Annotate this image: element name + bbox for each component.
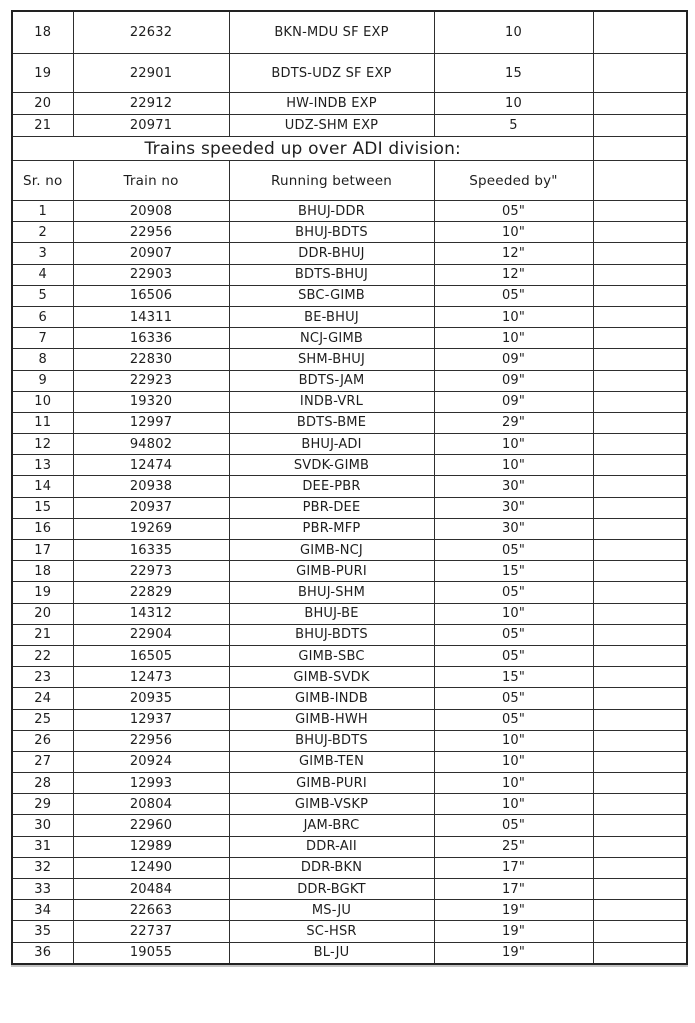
cell-sr-no: 3 (12, 243, 73, 264)
cell-running-between: HW-INDB EXP (229, 93, 434, 115)
cell-running-between: MS-JU (229, 900, 434, 921)
cell-train-no: 14311 (73, 306, 229, 327)
cell-empty (593, 518, 687, 539)
cell-train-no: 12993 (73, 773, 229, 794)
cell-train-no: 22904 (73, 624, 229, 645)
top-table-row (12, 11, 687, 54)
table-row (12, 751, 687, 772)
cell-speeded-by: 30" (434, 497, 593, 518)
cell-speeded-by: 10" (434, 751, 593, 772)
cell-train-no: 16335 (73, 540, 229, 561)
cell-running-between: BHUJ-SHM (229, 582, 434, 603)
column-header-speeded-by: Speeded by" (434, 161, 593, 201)
cell-running-between: GIMB-PURI (229, 773, 434, 794)
cell-sr-no: 6 (12, 306, 73, 327)
cell-train-no: 22663 (73, 900, 229, 921)
column-header-running-between: Running between (229, 161, 434, 201)
cell-running-between: BL-JU (229, 942, 434, 964)
cell-empty (593, 900, 687, 921)
cell-train-no: 22901 (73, 54, 229, 93)
cell-empty (593, 540, 687, 561)
cell-train-no: 22829 (73, 582, 229, 603)
cell-running-between: BHUJ-BDTS (229, 222, 434, 243)
cell-sr-no: 27 (12, 751, 73, 772)
cell-running-between: BHUJ-BE (229, 603, 434, 624)
cell-sr-no: 15 (12, 497, 73, 518)
cell-running-between: DDR-BHUJ (229, 243, 434, 264)
cell-running-between: SBC-GIMB (229, 285, 434, 306)
cell-empty (593, 603, 687, 624)
cell-empty (593, 349, 687, 370)
cell-train-no: 20924 (73, 751, 229, 772)
cell-sr-no: 26 (12, 730, 73, 751)
cell-train-no: 12474 (73, 455, 229, 476)
cell-empty (593, 836, 687, 857)
cell-running-between: DDR-BGKT (229, 879, 434, 900)
cell-sr-no: 21 (12, 624, 73, 645)
cell-empty (593, 285, 687, 306)
cell-sr-no: 18 (12, 561, 73, 582)
cell-speeded-by: 10" (434, 794, 593, 815)
cell-empty (593, 582, 687, 603)
cell-speeded-by: 05" (434, 540, 593, 561)
cell-sr-no: 4 (12, 264, 73, 285)
section-title: Trains speeded up over ADI division: (12, 137, 593, 161)
cell-train-no: 22830 (73, 349, 229, 370)
table-row (12, 434, 687, 455)
cell-sr-no: 28 (12, 773, 73, 794)
table-row (12, 201, 687, 222)
cell-sr-no: 9 (12, 370, 73, 391)
cell-running-between: BDTS-BME (229, 412, 434, 433)
table-row (12, 497, 687, 518)
cell-sr-no: 1 (12, 201, 73, 222)
table-row (12, 879, 687, 900)
cell-empty (593, 773, 687, 794)
top-table-row (12, 54, 687, 93)
cell-empty (593, 412, 687, 433)
cell-running-between: GIMB-INDB (229, 688, 434, 709)
cell-speeded-by: 05" (434, 645, 593, 666)
cell-speeded-by: 09" (434, 391, 593, 412)
cell-empty (593, 137, 687, 161)
table-row (12, 857, 687, 878)
cell-sr-no: 8 (12, 349, 73, 370)
cell-sr-no: 33 (12, 879, 73, 900)
cell-running-between: GIMB-TEN (229, 751, 434, 772)
cell-running-between: BHUJ-BDTS (229, 730, 434, 751)
cell-sr-no: 2 (12, 222, 73, 243)
table-row (12, 921, 687, 942)
cell-empty (593, 794, 687, 815)
table-row (12, 412, 687, 433)
cell-sr-no: 29 (12, 794, 73, 815)
cell-running-between: SC-HSR (229, 921, 434, 942)
cell-running-between: GIMB-PURI (229, 561, 434, 582)
cell-running-between: DDR-BKN (229, 857, 434, 878)
table-row (12, 455, 687, 476)
cell-speeded-by: 17" (434, 857, 593, 878)
cell-speeded-by: 10" (434, 773, 593, 794)
cell-train-no: 20937 (73, 497, 229, 518)
cell-running-between: BE-BHUJ (229, 306, 434, 327)
table-row (12, 773, 687, 794)
cell-empty (593, 561, 687, 582)
table-row (12, 794, 687, 815)
cell-empty (593, 815, 687, 836)
column-header-row (12, 161, 687, 201)
cell-speeded-by: 10" (434, 306, 593, 327)
cell-sr-no: 14 (12, 476, 73, 497)
cell-train-no: 12989 (73, 836, 229, 857)
cell-running-between: GIMB-VSKP (229, 794, 434, 815)
cell-running-between: DDR-AII (229, 836, 434, 857)
cell-train-no: 16505 (73, 645, 229, 666)
cell-speeded-by: 19" (434, 942, 593, 964)
cell-speeded-by: 30" (434, 476, 593, 497)
cell-running-between: BDTS-BHUJ (229, 264, 434, 285)
table-row (12, 306, 687, 327)
cell-train-no: 20938 (73, 476, 229, 497)
table-row (12, 942, 687, 964)
cell-sr-no: 16 (12, 518, 73, 539)
cell-sr-no: 19 (12, 54, 73, 93)
cell-sr-no: 17 (12, 540, 73, 561)
cell-running-between: NCJ-GIMB (229, 328, 434, 349)
cell-train-no: 94802 (73, 434, 229, 455)
cell-speeded-by: 5 (434, 115, 593, 137)
table-row (12, 709, 687, 730)
cell-empty (593, 497, 687, 518)
cell-running-between: PBR-DEE (229, 497, 434, 518)
cell-train-no: 16336 (73, 328, 229, 349)
cell-train-no: 22973 (73, 561, 229, 582)
cell-train-no: 20908 (73, 201, 229, 222)
cell-running-between: PBR-MFP (229, 518, 434, 539)
cell-sr-no: 13 (12, 455, 73, 476)
table-row (12, 645, 687, 666)
cell-empty (593, 54, 687, 93)
table-row (12, 836, 687, 857)
table-row (12, 540, 687, 561)
cell-speeded-by: 10" (434, 603, 593, 624)
cell-running-between: DEE-PBR (229, 476, 434, 497)
cell-speeded-by: 05" (434, 688, 593, 709)
cell-empty (593, 730, 687, 751)
cell-sr-no: 19 (12, 582, 73, 603)
cell-sr-no: 36 (12, 942, 73, 964)
cell-train-no: 12490 (73, 857, 229, 878)
cell-train-no: 20935 (73, 688, 229, 709)
cell-train-no: 22923 (73, 370, 229, 391)
cell-sr-no: 32 (12, 857, 73, 878)
cell-sr-no: 24 (12, 688, 73, 709)
cell-empty (593, 645, 687, 666)
cell-empty (593, 93, 687, 115)
section-title-row (12, 137, 687, 161)
cell-train-no: 22956 (73, 730, 229, 751)
cell-speeded-by: 10" (434, 222, 593, 243)
cell-train-no: 12937 (73, 709, 229, 730)
cell-running-between: GIMB-SVDK (229, 667, 434, 688)
cell-speeded-by: 15 (434, 54, 593, 93)
cell-running-between: GIMB-HWH (229, 709, 434, 730)
cell-speeded-by: 05" (434, 285, 593, 306)
cell-sr-no: 31 (12, 836, 73, 857)
cell-train-no: 22912 (73, 93, 229, 115)
cell-running-between: SVDK-GIMB (229, 455, 434, 476)
cell-sr-no: 21 (12, 115, 73, 137)
cell-sr-no: 22 (12, 645, 73, 666)
cell-empty (593, 264, 687, 285)
cell-train-no: 22737 (73, 921, 229, 942)
cell-running-between: BHUJ-BDTS (229, 624, 434, 645)
cell-speeded-by: 12" (434, 243, 593, 264)
cell-speeded-by: 17" (434, 879, 593, 900)
table-row (12, 476, 687, 497)
cell-sr-no: 11 (12, 412, 73, 433)
trains-speeded-table (11, 10, 688, 965)
cell-train-no: 22960 (73, 815, 229, 836)
cell-speeded-by: 19" (434, 921, 593, 942)
table-row (12, 561, 687, 582)
cell-sr-no: 20 (12, 93, 73, 115)
table-row (12, 349, 687, 370)
cell-running-between: UDZ-SHM EXP (229, 115, 434, 137)
table-row (12, 518, 687, 539)
cell-empty (593, 857, 687, 878)
cell-sr-no: 30 (12, 815, 73, 836)
cell-running-between: BHUJ-DDR (229, 201, 434, 222)
cell-sr-no: 12 (12, 434, 73, 455)
cell-empty (593, 370, 687, 391)
table-row (12, 582, 687, 603)
table-row (12, 285, 687, 306)
cell-empty (593, 161, 687, 201)
cell-sr-no: 25 (12, 709, 73, 730)
cell-speeded-by: 10 (434, 93, 593, 115)
cell-empty (593, 11, 687, 54)
cell-train-no: 22632 (73, 11, 229, 54)
cell-speeded-by: 09" (434, 349, 593, 370)
cell-train-no: 20484 (73, 879, 229, 900)
cell-empty (593, 667, 687, 688)
table-row (12, 900, 687, 921)
cell-running-between: JAM-BRC (229, 815, 434, 836)
cell-empty (593, 328, 687, 349)
cell-empty (593, 942, 687, 964)
cell-speeded-by: 05" (434, 815, 593, 836)
cell-speeded-by: 15" (434, 667, 593, 688)
cell-speeded-by: 10" (434, 328, 593, 349)
cell-speeded-by: 19" (434, 900, 593, 921)
cell-empty (593, 751, 687, 772)
cell-running-between: BHUJ-ADI (229, 434, 434, 455)
cell-train-no: 16506 (73, 285, 229, 306)
table-row (12, 667, 687, 688)
cell-empty (593, 434, 687, 455)
column-header-sr-no: Sr. no (12, 161, 73, 201)
cell-empty (593, 879, 687, 900)
cell-speeded-by: 25" (434, 836, 593, 857)
cell-sr-no: 18 (12, 11, 73, 54)
table-row (12, 815, 687, 836)
cell-speeded-by: 05" (434, 624, 593, 645)
cell-train-no: 19320 (73, 391, 229, 412)
cell-running-between: GIMB-SBC (229, 645, 434, 666)
cell-running-between: BDTS-JAM (229, 370, 434, 391)
cell-train-no: 22903 (73, 264, 229, 285)
cell-speeded-by: 15" (434, 561, 593, 582)
cell-speeded-by: 10" (434, 434, 593, 455)
cell-speeded-by: 29" (434, 412, 593, 433)
cell-sr-no: 10 (12, 391, 73, 412)
table-row (12, 370, 687, 391)
cell-empty (593, 222, 687, 243)
cell-train-no: 14312 (73, 603, 229, 624)
cell-running-between: INDB-VRL (229, 391, 434, 412)
column-header-train-no: Train no (73, 161, 229, 201)
cell-sr-no: 23 (12, 667, 73, 688)
cell-speeded-by: 10" (434, 730, 593, 751)
table-row (12, 688, 687, 709)
cell-speeded-by: 05" (434, 582, 593, 603)
cell-train-no: 12997 (73, 412, 229, 433)
cell-empty (593, 624, 687, 645)
cell-running-between: GIMB-NCJ (229, 540, 434, 561)
cell-speeded-by: 30" (434, 518, 593, 539)
cell-speeded-by: 05" (434, 201, 593, 222)
cell-empty (593, 476, 687, 497)
cell-running-between: SHM-BHUJ (229, 349, 434, 370)
cell-sr-no: 35 (12, 921, 73, 942)
cell-empty (593, 115, 687, 137)
cell-train-no: 19055 (73, 942, 229, 964)
table-row (12, 603, 687, 624)
cell-empty (593, 455, 687, 476)
cell-empty (593, 688, 687, 709)
cell-speeded-by: 12" (434, 264, 593, 285)
cell-sr-no: 34 (12, 900, 73, 921)
table-row (12, 222, 687, 243)
cell-train-no: 12473 (73, 667, 229, 688)
cell-empty (593, 306, 687, 327)
cell-train-no: 20804 (73, 794, 229, 815)
table-row (12, 264, 687, 285)
cell-sr-no: 7 (12, 328, 73, 349)
cell-running-between: BKN-MDU SF EXP (229, 11, 434, 54)
cell-sr-no: 20 (12, 603, 73, 624)
cell-running-between: BDTS-UDZ SF EXP (229, 54, 434, 93)
cell-speeded-by: 09" (434, 370, 593, 391)
cell-sr-no: 5 (12, 285, 73, 306)
top-table-row (12, 115, 687, 137)
table-row (12, 624, 687, 645)
top-table-row (12, 93, 687, 115)
cell-train-no: 20971 (73, 115, 229, 137)
cell-train-no: 20907 (73, 243, 229, 264)
table-row (12, 243, 687, 264)
cell-speeded-by: 10 (434, 11, 593, 54)
table-row (12, 328, 687, 349)
cell-empty (593, 201, 687, 222)
table-row (12, 391, 687, 412)
table-row (12, 730, 687, 751)
cell-train-no: 22956 (73, 222, 229, 243)
cell-empty (593, 243, 687, 264)
cell-speeded-by: 05" (434, 709, 593, 730)
cell-empty (593, 709, 687, 730)
cell-speeded-by: 10" (434, 455, 593, 476)
cell-train-no: 19269 (73, 518, 229, 539)
cell-empty (593, 921, 687, 942)
cell-empty (593, 391, 687, 412)
